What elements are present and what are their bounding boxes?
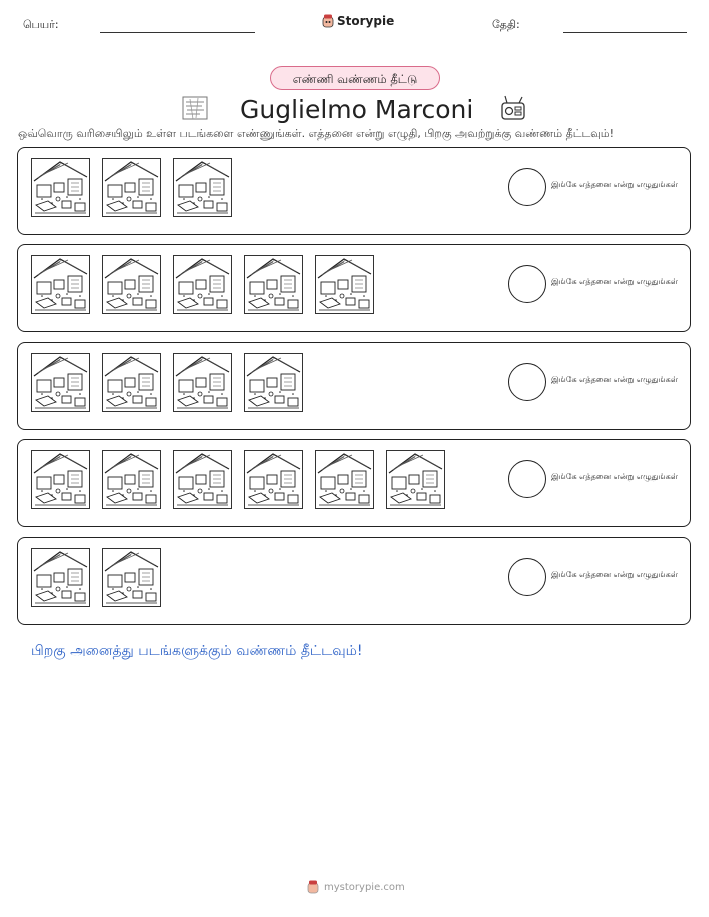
- footer-note: பிறகு அனைத்து படங்களுக்கும் வண்ணம் தீட்டவும்!: [31, 643, 363, 659]
- counting-row: [17, 537, 691, 625]
- answer-prompt: இங்கே எத்தனை என்று எழுதுங்கள்: [551, 180, 678, 189]
- attic-workshop-picture[interactable]: [244, 255, 303, 314]
- attic-workshop-picture[interactable]: [244, 353, 303, 412]
- answer-prompt: இங்கே எத்தனை என்று எழுதுங்கள்: [551, 277, 678, 286]
- attic-workshop-picture[interactable]: [102, 255, 161, 314]
- attic-workshop-picture[interactable]: [31, 548, 90, 607]
- picture-group: [31, 255, 374, 314]
- worksheet-header: [0, 12, 709, 42]
- brand-logo: [322, 14, 394, 28]
- radio-icon: [498, 94, 528, 122]
- answer-circle[interactable]: [508, 558, 546, 596]
- instructions: ஒவ்வொரு வரிசையிலும் உள்ள படங்களை எண்ணுங்கள். எத்தனை என்று எழுதி, பிறகு அவற்றுக்கு வண்ணம் தீட்டவும்!: [18, 127, 615, 140]
- answer-circle[interactable]: [508, 363, 546, 401]
- attic-workshop-picture[interactable]: [31, 255, 90, 314]
- attic-workshop-picture[interactable]: [31, 158, 90, 217]
- counting-row: [17, 244, 691, 332]
- page-title: Guglielmo Marconi: [240, 95, 474, 124]
- attic-workshop-picture[interactable]: [315, 450, 374, 509]
- attic-workshop-picture[interactable]: [102, 548, 161, 607]
- counting-row: [17, 147, 691, 235]
- answer-circle[interactable]: [508, 168, 546, 206]
- answer-prompt: இங்கே எத்தனை என்று எழுதுங்கள்: [551, 570, 678, 579]
- attic-workshop-picture[interactable]: [102, 450, 161, 509]
- storypie-mascot-icon: [322, 14, 334, 28]
- name-label: பெயர்:: [23, 18, 59, 31]
- attic-workshop-picture[interactable]: [173, 158, 232, 217]
- site-url: mystorypie.com: [324, 881, 405, 893]
- attic-workshop-picture[interactable]: [173, 450, 232, 509]
- title-row: [0, 94, 709, 126]
- date-field-line[interactable]: [563, 32, 687, 33]
- storypie-mascot-icon: [307, 880, 319, 894]
- attic-workshop-picture[interactable]: [102, 353, 161, 412]
- site-footer: [307, 880, 405, 894]
- picture-group: [31, 450, 445, 509]
- counting-row: [17, 439, 691, 527]
- attic-workshop-picture[interactable]: [173, 255, 232, 314]
- scribble-sketch-icon: [180, 94, 210, 122]
- activity-badge: எண்ணி வண்ணம் தீட்டு: [270, 66, 440, 90]
- counting-row: [17, 342, 691, 430]
- attic-workshop-picture[interactable]: [173, 353, 232, 412]
- attic-workshop-picture[interactable]: [102, 158, 161, 217]
- attic-workshop-picture[interactable]: [386, 450, 445, 509]
- attic-workshop-picture[interactable]: [244, 450, 303, 509]
- brand-name: Storypie: [337, 14, 395, 28]
- name-field-line[interactable]: [100, 32, 255, 33]
- answer-prompt: இங்கே எத்தனை என்று எழுதுங்கள்: [551, 375, 678, 384]
- answer-circle[interactable]: [508, 460, 546, 498]
- answer-circle[interactable]: [508, 265, 546, 303]
- picture-group: [31, 353, 303, 412]
- date-label: தேதி:: [492, 18, 520, 31]
- picture-group: [31, 548, 161, 607]
- attic-workshop-picture[interactable]: [31, 450, 90, 509]
- attic-workshop-picture[interactable]: [31, 353, 90, 412]
- answer-prompt: இங்கே எத்தனை என்று எழுதுங்கள்: [551, 472, 678, 481]
- picture-group: [31, 158, 232, 217]
- attic-workshop-picture[interactable]: [315, 255, 374, 314]
